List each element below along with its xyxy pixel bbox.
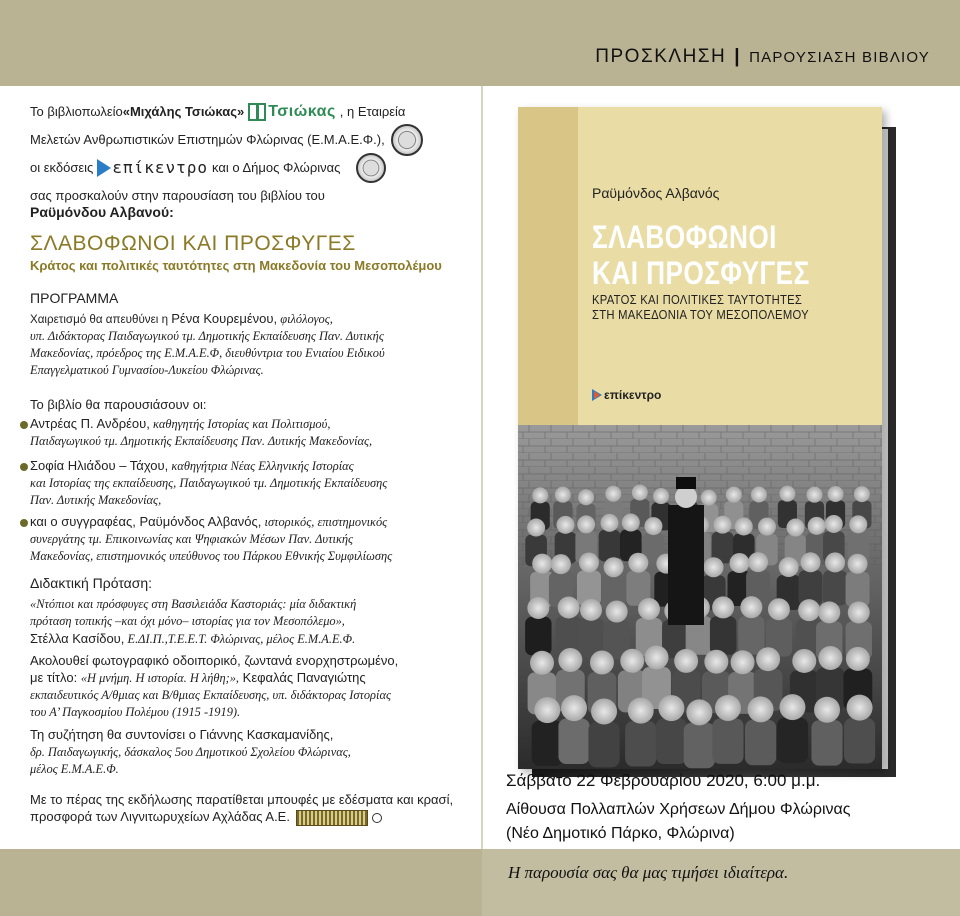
book-subtitle: Κράτος και πολιτικές ταυτότητες στη Μακεδονία του Μεσοπολέμου bbox=[30, 258, 442, 273]
presenter-text: και ο συγγραφέας, bbox=[30, 514, 140, 529]
bullet-icon bbox=[20, 463, 28, 471]
event-location: (Νέο Δημοτικό Πάρκο, Φλώρινα) bbox=[506, 825, 735, 842]
tsiokas-logo-icon bbox=[248, 103, 266, 121]
society-name: Μελετών Ανθρωπιστικών Επιστημών Φλώρινας (Ε.Μ.Α.Ε.Φ.) bbox=[30, 132, 382, 147]
intro-text: σας προσκαλούν στην παρουσίαση του βιβλίου του bbox=[30, 188, 325, 203]
presenter-text: καθηγητής Ιστορίας και Πολιτισμού, bbox=[149, 417, 331, 431]
photo-tour-text: Ακολουθεί φωτογραφικό οδοιπορικό, ζωντανά ενορχηστρωμένο, bbox=[30, 653, 399, 668]
intro-line-1 bbox=[30, 98, 470, 126]
book-front-cover bbox=[518, 107, 882, 769]
moderator-paragraph bbox=[30, 726, 470, 778]
intro-line-3 bbox=[30, 154, 470, 182]
bookstore-name: «Μιχάλης Τσιώκας» bbox=[122, 104, 245, 119]
buffet-text: Με το πέρας της εκδήλωσης παρατίθεται μπουφές με εδέσματα και κρασί, bbox=[30, 792, 454, 807]
tsiokas-logo-text: Τσιώκας bbox=[268, 103, 336, 120]
photo-tour-title: «Η μνήμη. Η ιστορία. Η λήθη;», bbox=[80, 671, 240, 685]
didactic-author-name: Στέλλα Κασίδου, bbox=[30, 631, 125, 646]
moderator-name: Γιάννης Κασκαμανίδης, bbox=[199, 727, 334, 742]
tsiokas-logo bbox=[248, 98, 336, 126]
moderator-text: Τη συζήτηση θα συντονίσει ο bbox=[30, 727, 200, 742]
historic-group-photo bbox=[518, 425, 882, 769]
panel-divider bbox=[481, 86, 483, 849]
photo-tour-text: με τίτλο: bbox=[30, 670, 81, 685]
didactic-heading: Διδακτική Πρόταση: bbox=[30, 575, 153, 591]
cover-author: Ραϋμόνδος Αλβανός bbox=[592, 185, 720, 201]
presenter-1 bbox=[30, 415, 470, 450]
welcome-text: φιλόλογος, bbox=[277, 312, 333, 326]
program-heading: ΠΡΟΓΡΑΜΜΑ bbox=[30, 290, 119, 306]
didactic-text: «Ντόπιοι και πρόσφυγες στη Βασιλειάδα Καστοριάς: μία διδακτική bbox=[30, 597, 357, 611]
header-title-sub: ΠΑΡΟΥΣΙΑΣΗ ΒΙΒΛΙΟΥ bbox=[749, 49, 930, 66]
book-title: ΣΛΑΒΟΦΩΝΟΙ ΚΑΙ ΠΡΟΣΦΥΓΕΣ bbox=[30, 232, 356, 255]
municipality-seal-icon bbox=[356, 153, 386, 183]
footer-band bbox=[0, 849, 960, 916]
header-title-main: ΠΡΟΣΚΛΗΣΗ bbox=[595, 46, 727, 67]
welcome-text: Μακεδονίας, πρόεδρος της Ε.Μ.Α.Ε.Φ, διευθύντρια του Ενιαίου Ειδικού bbox=[30, 346, 385, 360]
moderator-text: δρ. Παιδαγωγικής, δάσκαλος 5ου Δημοτικού Σχολείου Φλώρινας, bbox=[30, 745, 351, 759]
presenters-intro: Το βιβλίο θα παρουσιάσουν οι: bbox=[30, 397, 207, 412]
presenter-text: καθηγήτρια Νέας Ελληνικής Ιστορίας bbox=[168, 459, 354, 473]
header-band bbox=[0, 0, 960, 86]
welcome-speaker-name: Ρένα Κουρεμένου, bbox=[171, 311, 278, 326]
intro-text: και ο Δήμος Φλώρινας bbox=[212, 160, 341, 175]
didactic-text: Ε.ΔΙ.Π.,Τ.Ε.Ε.Τ. Φλώρινας, μέλος Ε.Μ.Α.Ε.Φ. bbox=[124, 632, 356, 646]
epikentro-logo bbox=[97, 154, 208, 182]
intro-text: Το βιβλιοπωλείο bbox=[30, 104, 123, 119]
header-separator: | bbox=[734, 46, 742, 67]
welcome-text: Χαιρετισμό θα απευθύνει η bbox=[30, 313, 172, 326]
cover-subtitle-line: ΚΡΑΤΟΣ ΚΑΙ ΠΟΛΙΤΙΚΕΣ ΤΑΥΤΟΤΗΤΕΣ bbox=[592, 293, 803, 307]
intro-text: οι εκδόσεις bbox=[30, 160, 94, 175]
didactic-text: πρόταση τοπικής –και όχι μόνο– ιστορίας για τον Μεσοπόλεμο», bbox=[30, 614, 345, 628]
welcome-text: Επαγγελματικού Γυμνασίου-Λυκείου Φλώρινας. bbox=[30, 363, 264, 377]
event-venue: Αίθουσα Πολλαπλών Χρήσεων Δήμου Φλώρινας bbox=[506, 801, 851, 818]
closing-paragraph bbox=[30, 791, 470, 826]
presenter-text: Μακεδονίας, επιστημονικός υπεύθυνος του Πάρκου Εθνικής Συμφιλίωσης bbox=[30, 549, 393, 563]
welcome-text: υπ. Διδάκτορας Παιδαγωγικού τμ. Δημοτικής Εκπαίδευσης Παν. Δυτικής bbox=[30, 329, 384, 343]
presenter-text: συνεργάτης τμ. Επικοινωνίας και Ψηφιακών Μέσων Παν. Δυτικής bbox=[30, 532, 354, 546]
photo-tour-paragraph bbox=[30, 652, 470, 721]
photo-tour-text: του Α’ Παγκοσμίου Πολέμου (1915 -1919). bbox=[30, 705, 241, 719]
publisher-logo-accent bbox=[594, 391, 600, 399]
bullet-icon bbox=[20, 421, 28, 429]
cover-title-line: ΚΑΙ ΠΡΟΣΦΥΓΕΣ bbox=[592, 255, 810, 291]
book-author: Ραϋμόνδου Αλβανού: bbox=[30, 204, 174, 220]
cover-title-line: ΣΛΑΒΟΦΩΝΟΙ bbox=[592, 219, 777, 255]
cover-publisher-name: επίκεντρο bbox=[604, 388, 662, 402]
presenter-2 bbox=[30, 457, 470, 509]
intro-text: , η Εταιρεία bbox=[339, 104, 406, 119]
cover-publisher bbox=[592, 388, 661, 402]
intro-line-2 bbox=[30, 126, 470, 154]
cover-subtitle-line: ΣΤΗ ΜΑΚΕΔΟΝΙΑ ΤΟΥ ΜΕΣΟΠΟΛΕΜΟΥ bbox=[592, 308, 809, 322]
presenter-text: και Ιστορίας της εκπαίδευσης, Παιδαγωγικού τμ. Δημοτικής Εκπαίδευσης bbox=[30, 476, 388, 490]
sponsor-name: Λιγνιτωρυχείων Αχλάδας Α.Ε. bbox=[120, 809, 290, 824]
presenter-text: ιστορικός, επιστημονικός bbox=[261, 515, 388, 529]
cover-subtitle bbox=[592, 293, 809, 323]
sponsor-seal-icon bbox=[372, 813, 382, 823]
emaef-seal-icon bbox=[391, 124, 423, 156]
footer-band-left bbox=[0, 849, 482, 916]
presenter-name: Ραϋμόνδος Αλβανός, bbox=[139, 514, 262, 529]
cover-spine-strip bbox=[518, 107, 578, 425]
book-cover-image bbox=[518, 107, 890, 769]
intro-text: , bbox=[381, 132, 385, 147]
presenter-name: Αντρέας Π. Ανδρέου, bbox=[30, 416, 150, 431]
epikentro-logo-icon bbox=[97, 159, 111, 177]
invitation-text-panel bbox=[0, 86, 480, 849]
cover-title bbox=[592, 219, 810, 291]
epikentro-logo-text: επίκεντρο bbox=[112, 158, 209, 177]
buffet-text: προσφορά των bbox=[30, 809, 121, 824]
event-date: Σάββατο 22 Φεβρουαρίου 2020, 6:00 μ.μ. bbox=[506, 771, 821, 790]
intro-block bbox=[30, 98, 470, 210]
sponsor-logo-icon bbox=[296, 810, 368, 826]
closing-note: Η παρουσία σας θα μας τιμήσει ιδιαίτερα. bbox=[508, 863, 789, 882]
bullet-icon bbox=[20, 519, 28, 527]
header-title bbox=[595, 46, 930, 68]
photo-tour-author-name: Κεφαλάς Παναγιώτης bbox=[239, 670, 366, 685]
didactic-paragraph bbox=[30, 596, 470, 648]
presenter-3 bbox=[30, 513, 470, 565]
photo-tour-text: εκπαιδευτικός Α/θμιας και Β/θμιας Εκπαίδευσης, υπ. διδάκτορας Ιστορίας bbox=[30, 688, 391, 702]
welcome-paragraph bbox=[30, 310, 470, 379]
moderator-text: μέλος Ε.Μ.Α.Ε.Φ. bbox=[30, 762, 119, 776]
presenter-text: Παν. Δυτικής Μακεδονίας, bbox=[30, 493, 162, 507]
presenter-name: Σοφία Ηλιάδου – Τάχου, bbox=[30, 458, 169, 473]
presenter-text: Παιδαγωγικού τμ. Δημοτικής Εκπαίδευσης Παν. Δυτικής Μακεδονίας, bbox=[30, 434, 373, 448]
